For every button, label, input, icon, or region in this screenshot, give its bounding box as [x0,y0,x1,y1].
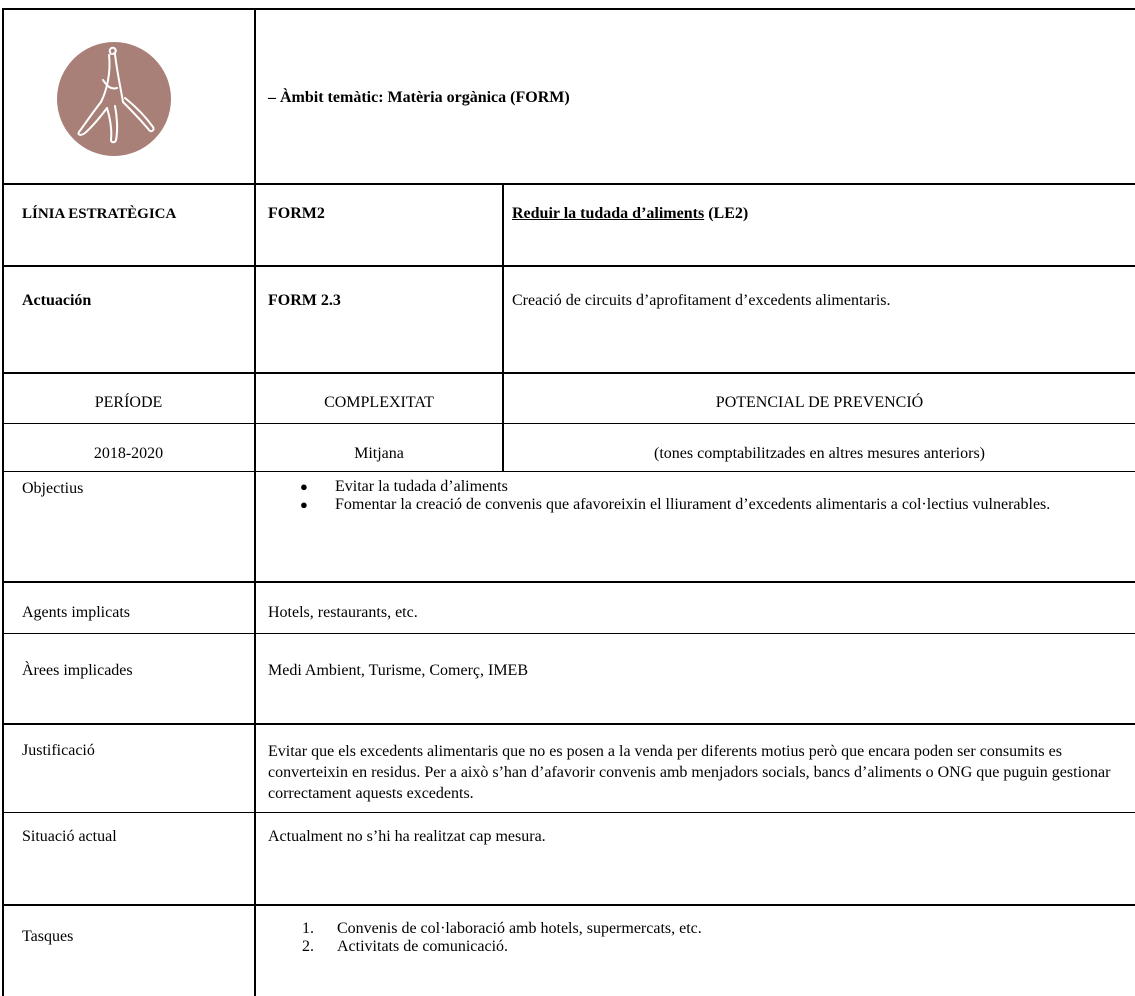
tasks-list [302,920,1122,956]
objectives-list [300,478,1132,514]
justification-value: Evitar que els excedents alimentaris que no es posen a la venda per diferents motius però que encara poden ser consumits es converteixin en residus. Per a això s’han d’afavorir convenis amb menjadors socials, bancs d’aliments o ONG que puguin gestionar correctament aquests excedents. [268,743,1111,802]
objectives-label: Objectius [22,480,84,497]
bullet-icon: ● [300,497,308,512]
strategic-line-title [512,204,1122,224]
complexity-value: Mitjana [354,445,404,462]
bullet-icon: ● [300,479,308,494]
prevention-potential-header: POTENCIAL DE PREVENCIÓ [715,394,924,411]
tasks-label: Tasques [22,928,74,945]
action-label: Actuación [22,292,92,309]
period-header: PERÍODE [94,394,163,411]
border-left [2,8,4,996]
strategic-line-suffix: (LE2) [708,205,749,222]
list-item [300,478,1132,496]
row-divider [2,265,1135,267]
task-text: Convenis de col·laboració amb hotels, supermercats, etc. [337,920,702,937]
objective-text: Evitar la tudada d’aliments [335,478,508,495]
strategic-line-code: FORM2 [268,205,325,222]
list-item [300,496,1132,514]
agents-value: Hotels, restaurants, etc. [268,604,418,621]
strategic-line-label: LÍNIA ESTRATÈGICA [22,206,177,222]
row-divider [2,723,1135,725]
row-divider [2,581,1135,583]
areas-value: Medi Ambient, Turisme, Comerç, IMEB [268,662,528,679]
row-divider [2,471,1135,472]
justification-label: Justificació [22,742,95,759]
areas-label: Àrees implicades [22,662,133,679]
row-divider [2,372,1135,374]
complexity-header: COMPLEXITAT [324,394,434,411]
action-code: FORM 2.3 [268,292,341,309]
task-number: 1. [302,920,314,937]
theme-title: – Àmbit temàtic: Matèria orgànica (FORM) [268,89,570,106]
strategic-line-link[interactable]: Reduir la tudada d’aliments [512,205,705,222]
row-divider [2,633,1135,634]
list-item [302,920,1122,938]
list-item [302,938,1122,956]
action-description: Creació de circuits d’aprofitament d’excedents alimentaris. [512,292,891,309]
row-divider [2,812,1135,813]
row-divider [2,423,1135,424]
row-divider [2,183,1135,185]
situation-label: Situació actual [22,828,117,845]
agents-label: Agents implicats [22,604,130,621]
objective-text: Fomentar la creació de convenis que afavoreixin el lliurament d’excedents alimentaris a col·lectius vulnerables. [335,496,1051,513]
prevention-potential-value: (tones comptabilitzades en altres mesures anteriors) [654,445,985,462]
period-value: 2018-2020 [93,445,164,462]
banana-peel-icon [57,42,171,156]
column-divider-1 [254,8,256,996]
row-divider [2,904,1135,906]
border-top [2,8,1135,10]
organic-matter-logo [57,42,171,156]
column-divider-2 [502,184,504,472]
situation-value: Actualment no s’hi ha realitzat cap mesura. [268,828,546,845]
task-text: Activitats de comunicació. [337,938,509,955]
task-number: 2. [302,938,314,955]
